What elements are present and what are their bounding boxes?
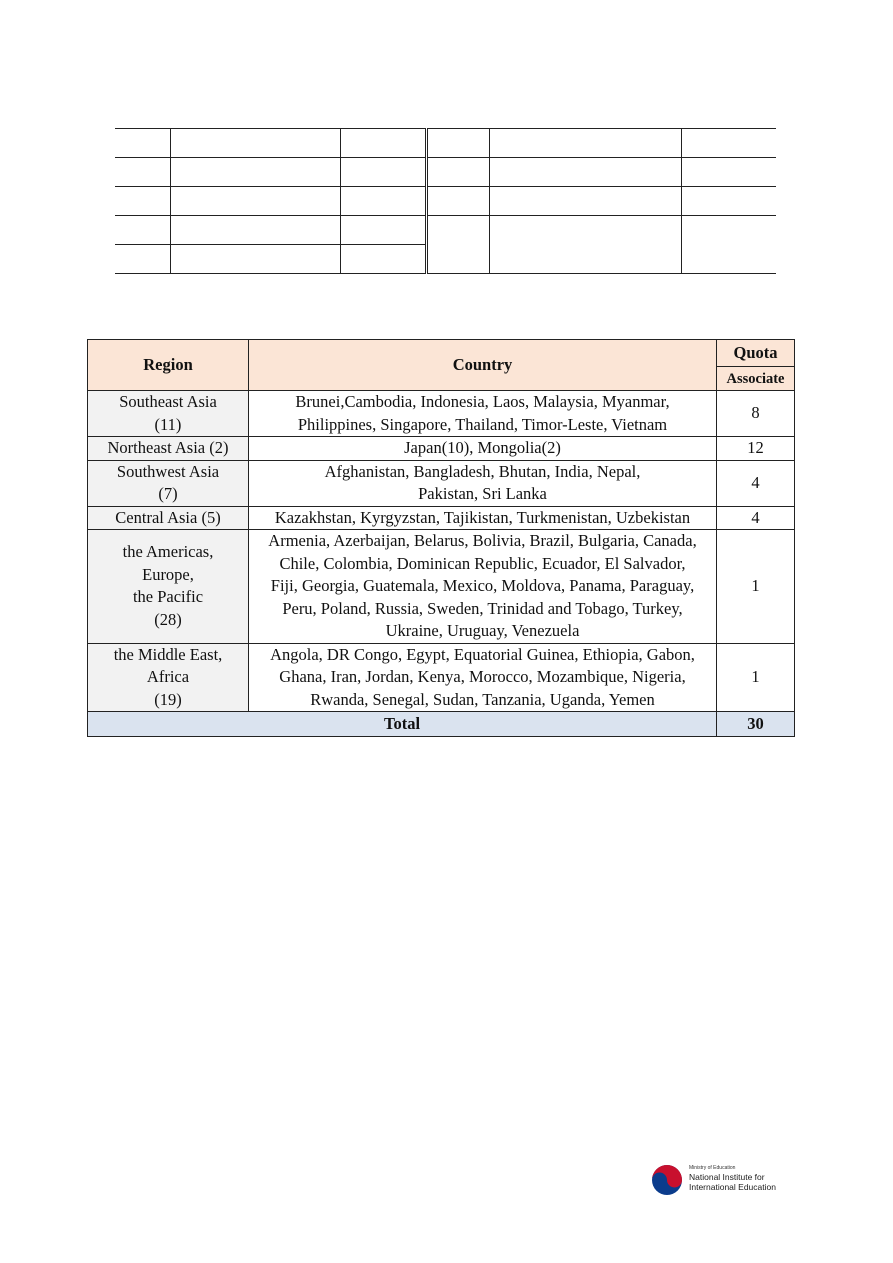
table-row xyxy=(115,158,776,187)
quota-cell: 8 xyxy=(717,391,795,437)
region-line: (19) xyxy=(154,689,182,709)
quota-table xyxy=(87,339,795,737)
total-value: 30 xyxy=(717,712,795,737)
table-row xyxy=(88,437,795,461)
region-line: (7) xyxy=(158,484,178,503)
table-row xyxy=(88,506,795,530)
quota-header: Quota xyxy=(717,340,795,367)
institute-line-2: International Education xyxy=(689,1182,776,1192)
quota-cell: 4 xyxy=(717,460,795,506)
region-line: Africa xyxy=(146,667,190,686)
region-cell xyxy=(88,530,249,644)
region-header: Region xyxy=(88,340,249,391)
quota-cell: 1 xyxy=(717,530,795,644)
associate-header: Associate xyxy=(717,367,795,391)
empty-grid-table xyxy=(115,128,776,274)
region-cell xyxy=(88,391,249,437)
region-line: Southeast Asia xyxy=(119,392,217,411)
table-row xyxy=(88,460,795,506)
region-line: (28) xyxy=(154,609,182,629)
taegeuk-logo-icon xyxy=(651,1164,683,1196)
ministry-label: Ministry of Education xyxy=(689,1165,736,1171)
country-line: Japan(10), Mongolia(2) xyxy=(404,438,561,457)
country-cell xyxy=(249,643,717,712)
country-line: Kazakhstan, Kyrgyzstan, Tajikistan, Turkmenistan, Uzbekistan xyxy=(274,507,691,527)
total-label: Total xyxy=(88,712,717,737)
country-line: Pakistan, Sri Lanka xyxy=(418,484,547,503)
region-line: (11) xyxy=(154,414,182,434)
quota-cell: 1 xyxy=(717,643,795,712)
table-row xyxy=(115,129,776,158)
niied-logo xyxy=(651,1162,791,1198)
region-line: the Pacific xyxy=(132,587,204,607)
country-line: Fiji, Georgia, Guatemala, Mexico, Moldova, Panama, Paraguay, xyxy=(270,576,695,595)
region-line: the Middle East, xyxy=(113,644,223,664)
region-cell xyxy=(88,506,249,530)
country-line: Peru, Poland, Russia, Sweden, Trinidad and Tobago, Turkey, xyxy=(282,598,683,618)
institute-line-1: National Institute for xyxy=(689,1172,765,1182)
region-cell xyxy=(88,460,249,506)
quota-cell: 12 xyxy=(717,437,795,461)
country-line: Brunei,Cambodia, Indonesia, Laos, Malaysia, Myanmar, xyxy=(295,392,670,411)
region-line: Europe, xyxy=(142,564,194,584)
country-line: Armenia, Azerbaijan, Belarus, Bolivia, Brazil, Bulgaria, Canada, xyxy=(268,531,697,550)
region-line: Northeast Asia (2) xyxy=(107,438,229,457)
country-line: Angola, DR Congo, Egypt, Equatorial Guinea, Ethiopia, Gabon, xyxy=(270,644,695,664)
table-row xyxy=(88,391,795,437)
country-line: Chile, Colombia, Dominican Republic, Ecuador, El Salvador, xyxy=(279,553,686,573)
country-header: Country xyxy=(249,340,717,391)
table-row xyxy=(115,216,776,245)
total-row xyxy=(88,712,795,737)
region-cell xyxy=(88,643,249,712)
quota-table-body xyxy=(88,391,795,712)
country-cell xyxy=(249,391,717,437)
country-cell xyxy=(249,437,717,461)
country-cell xyxy=(249,460,717,506)
region-line: Central Asia (5) xyxy=(115,507,221,527)
region-cell xyxy=(88,437,249,461)
country-line: Ghana, Iran, Jordan, Kenya, Morocco, Mozambique, Nigeria, xyxy=(279,667,686,686)
region-line: the Americas, xyxy=(122,542,214,562)
country-cell xyxy=(249,506,717,530)
country-cell xyxy=(249,530,717,644)
country-line: Rwanda, Senegal, Sudan, Tanzania, Uganda, Yemen xyxy=(310,689,655,709)
table-row xyxy=(115,187,776,216)
table-row xyxy=(88,530,795,644)
table-row xyxy=(88,643,795,712)
region-line: Southwest Asia xyxy=(116,461,220,481)
institute-name xyxy=(689,1172,776,1192)
country-line: Ukraine, Uruguay, Venezuela xyxy=(385,621,580,640)
country-line: Philippines, Singapore, Thailand, Timor-Leste, Vietnam xyxy=(297,414,668,434)
country-line: Afghanistan, Bangladesh, Bhutan, India, Nepal, xyxy=(324,461,641,481)
quota-cell: 4 xyxy=(717,506,795,530)
